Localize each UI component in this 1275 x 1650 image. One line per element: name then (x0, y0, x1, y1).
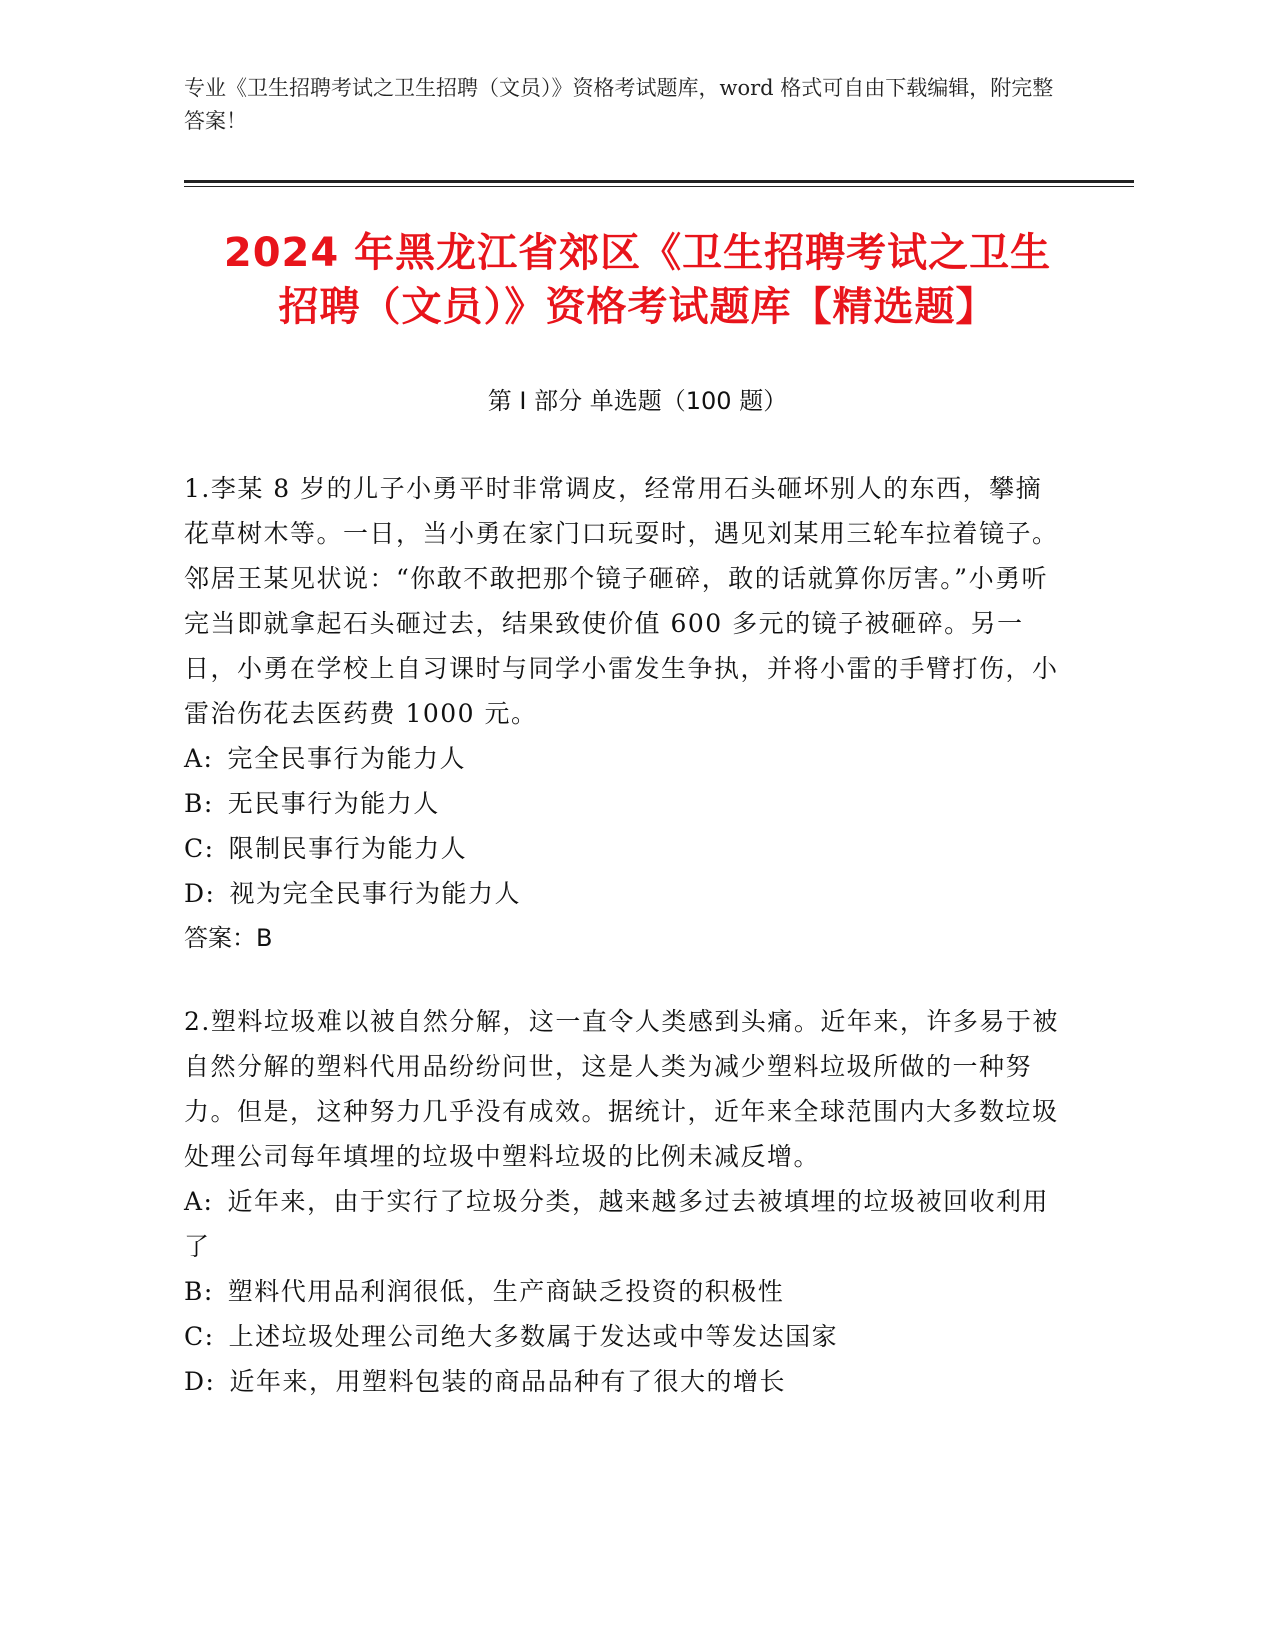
option-key: B: (184, 789, 214, 818)
option-key: C: (184, 1322, 215, 1351)
option-a (184, 736, 1064, 781)
document-title-line-1: 2024 年黑龙江省郊区《卫生招聘考试之卫生 (223, 230, 1052, 276)
question-stem: 1.李某 8 岁的儿子小勇平时非常调皮，经常用石头砸坏别人的东西，攀摘花草树木等。一日，当小勇在家门口玩耍时，遇见刘某用三轮车拉着镜子。邻居王某见状说：“你敢不敢把那个镜子砸碎，敢的话就算你厉害。”小勇听完当即就拿起石头砸过去，结果致使价值 600 多元的镜子被砸碎。另一日，小勇在学校上自习课时与同学小雷发生争执，并将小雷的手臂打伤，小雷治伤花去医药费 1000 元。 (184, 474, 1059, 728)
option-text: 完全民事行为能力人 (227, 744, 466, 773)
question-stem: 2.塑料垃圾难以被自然分解，这一直令人类感到头痛。近年来，许多易于被自然分解的塑料代用品纷纷问世，这是人类为减少塑料垃圾所做的一种努力。但是，这种努力几乎没有成效。据统计，近年来全球范围内大多数垃圾处理公司每年填埋的垃圾中塑料垃圾的比例未减反增。 (184, 1007, 1059, 1171)
option-d (184, 871, 1064, 916)
section-title: 第 I 部分 单选题（100 题） (487, 387, 788, 415)
header-note: 专业《卫生招聘考试之卫生招聘（文员）》资格考试题库，word 格式可自由下载编辑，附完整答案！ (184, 76, 1054, 133)
option-key: B: (184, 1277, 214, 1306)
option-key: D: (184, 1367, 216, 1396)
document-title (160, 226, 1115, 334)
answer-line: 答案：B (184, 924, 273, 952)
option-d (184, 1359, 1064, 1404)
option-b (184, 781, 1064, 826)
question-list (184, 466, 1064, 1404)
option-text: 近年来，用塑料包装的商品品种有了很大的增长 (229, 1367, 786, 1396)
option-key: A: (184, 744, 214, 773)
header-rule-thick (184, 180, 1134, 183)
option-key: D: (184, 879, 216, 908)
option-text: 上述垃圾处理公司绝大多数属于发达或中等发达国家 (228, 1322, 839, 1351)
option-text: 塑料代用品利润很低，生产商缺乏投资的积极性 (227, 1277, 785, 1306)
option-key: C: (184, 834, 215, 863)
option-c (184, 1314, 1064, 1359)
question-2 (184, 999, 1064, 1404)
document-title-line-2: 招聘（文员）》资格考试题库【精选题】 (278, 284, 997, 330)
question-1 (184, 466, 1064, 961)
option-text: 近年来，由于实行了垃圾分类，越来越多过去被填埋的垃圾被回收利用了 (184, 1187, 1049, 1261)
option-key: A: (184, 1187, 214, 1216)
option-text: 限制民事行为能力人 (228, 834, 468, 863)
option-text: 视为完全民事行为能力人 (229, 879, 521, 908)
option-text: 无民事行为能力人 (227, 789, 440, 818)
option-b (184, 1269, 1064, 1314)
option-a (184, 1179, 1064, 1269)
header-rule-thin (184, 186, 1134, 187)
option-c (184, 826, 1064, 871)
